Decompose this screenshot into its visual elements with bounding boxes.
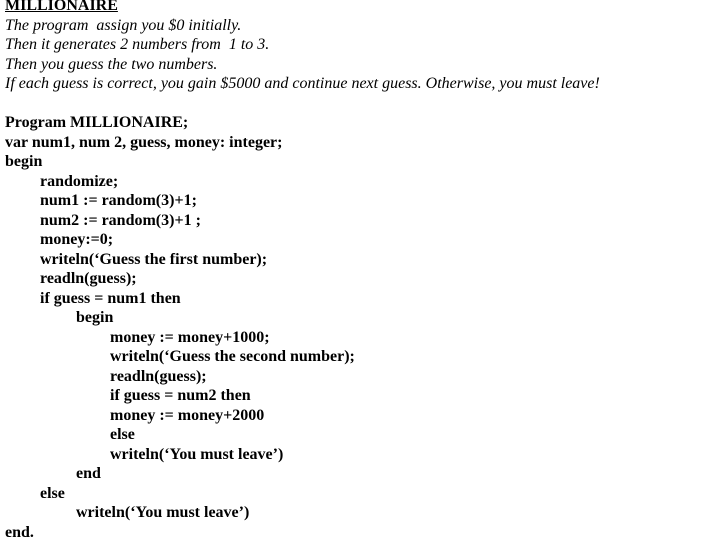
document-title: MILLIONAIRE [5, 0, 717, 16]
code-line: else [5, 484, 717, 504]
code-line: readln(guess); [5, 367, 717, 387]
code-line: writeln(‘Guess the first number); [5, 250, 717, 270]
code-line: begin [5, 308, 717, 328]
code-line: var num1, num 2, guess, money: integer; [5, 133, 717, 153]
code-line: randomize; [5, 172, 717, 192]
blank-line [5, 94, 717, 114]
code-line: num1 := random(3)+1; [5, 191, 717, 211]
code-line: readln(guess); [5, 269, 717, 289]
code-line: money := money+2000 [5, 406, 717, 426]
code-line: money:=0; [5, 230, 717, 250]
code-line: if guess = num2 then [5, 386, 717, 406]
code-line: writeln(‘Guess the second number); [5, 347, 717, 367]
code-line: end. [5, 523, 717, 542]
intro-line: The program assign you $0 initially. [5, 16, 717, 36]
code-line: if guess = num1 then [5, 289, 717, 309]
intro-line: Then it generates 2 numbers from 1 to 3. [5, 35, 717, 55]
code-line: money := money+1000; [5, 328, 717, 348]
code-line: writeln(‘You must leave’) [5, 503, 717, 523]
code-line: begin [5, 152, 717, 172]
intro-line: Then you guess the two numbers. [5, 55, 717, 75]
code-line: writeln(‘You must leave’) [5, 445, 717, 465]
code-line: end [5, 464, 717, 484]
code-line: num2 := random(3)+1 ; [5, 211, 717, 231]
code-line: else [5, 425, 717, 445]
intro-line: If each guess is correct, you gain $5000 and continue next guess. Otherwise, you must leave! [5, 74, 717, 94]
code-block [5, 113, 717, 542]
document-page [5, 0, 717, 542]
code-line: Program MILLIONAIRE; [5, 113, 717, 133]
